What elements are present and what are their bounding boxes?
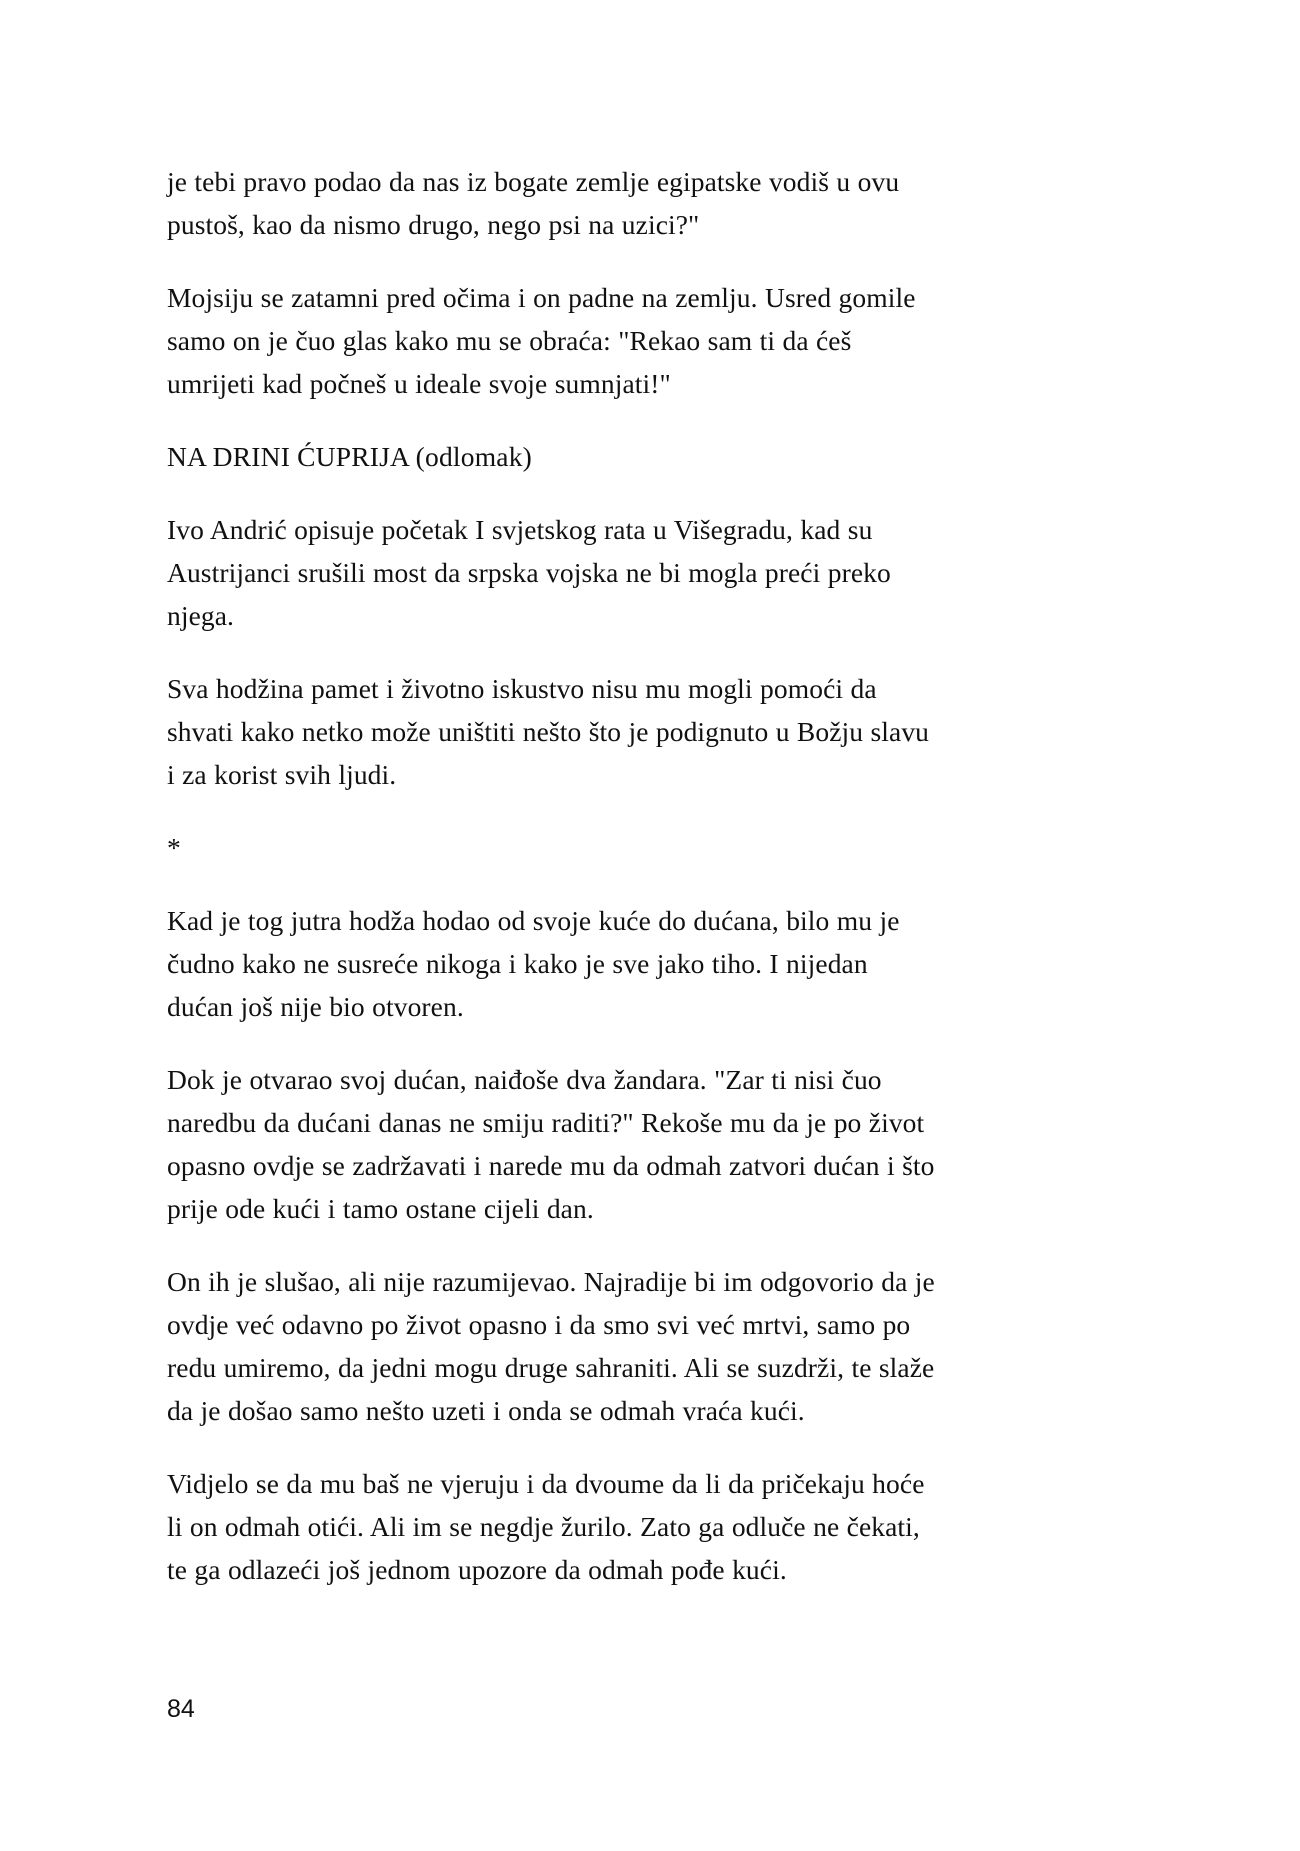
paragraph-vidjelo-se: Vidjelo se da mu baš ne vjeruju i da dvoume da li da pričekaju hoće li on odmah otići. Ali im se negdje žurilo. Zato ga odluče ne čekati, te ga odlazeći još jednom upozore da odmah pođe kući. <box>167 1468 925 1585</box>
paragraph-ivo-andric-intro: Ivo Andrić opisuje početak I svjetskog rata u Višegradu, kad su Austrijanci srušili most da srpska vojska ne bi mogla preći preko njega. <box>167 514 891 631</box>
paragraph-sva-hodzina-pamet: Sva hodžina pamet i životno iskustvo nisu mu mogli pomoći da shvati kako netko može uništiti nešto što je podignuto u Božju slavu i za korist svih ljudi. <box>167 673 930 790</box>
section-heading-na-drini-cuprija: NA DRINI ĆUPRIJA (odlomak) <box>167 441 532 472</box>
paragraph-on-ih-je-slusao: On ih je slušao, ali nije razumijevao. Najradije bi im odgovorio da je ovdje već odavno po život opasno i da smo svi već mrtvi, samo po redu umiremo, da jedni mogu druge sahraniti. Ali se suzdrži, te slaže da je došao samo nešto uzeti i onda se odmah vraća kući. <box>167 1266 935 1426</box>
paragraph-mojsiju: Mojsiju se zatamni pred očima i on padne na zemlju. Usred gomile samo on je čuo glas kako mu se obraća: "Rekao sam ti da ćeš umrijeti kad počneš u ideale svoje sumnjati!" <box>167 282 916 399</box>
paragraph-kad-je-tog-jutra: Kad je tog jutra hodža hodao od svoje kuće do dućana, bilo mu je čudno kako ne susreće nikoga i kako je sve jako tiho. I nijedan dućan još nije bio otvoren. <box>167 905 900 1022</box>
paragraph-continued-quote: je tebi pravo podao da nas iz bogate zemlje egipatske vodiš u ovu pustoš, kao da nismo drugo, nego psi na uzici?" <box>167 166 900 240</box>
page-number: 84 <box>167 1695 195 1723</box>
section-divider-asterisk: * <box>167 832 181 863</box>
page-text-body <box>167 160 939 1621</box>
paragraph-dok-je-otvarao: Dok je otvarao svoj dućan, naiđoše dva žandara. "Zar ti nisi čuo naredbu da dućani danas ne smiju raditi?" Rekoše mu da je po život opasno ovdje se zadržavati i narede mu da odmah zatvori dućan i što prije ode kući i tamo ostane cijeli dan. <box>167 1064 935 1224</box>
